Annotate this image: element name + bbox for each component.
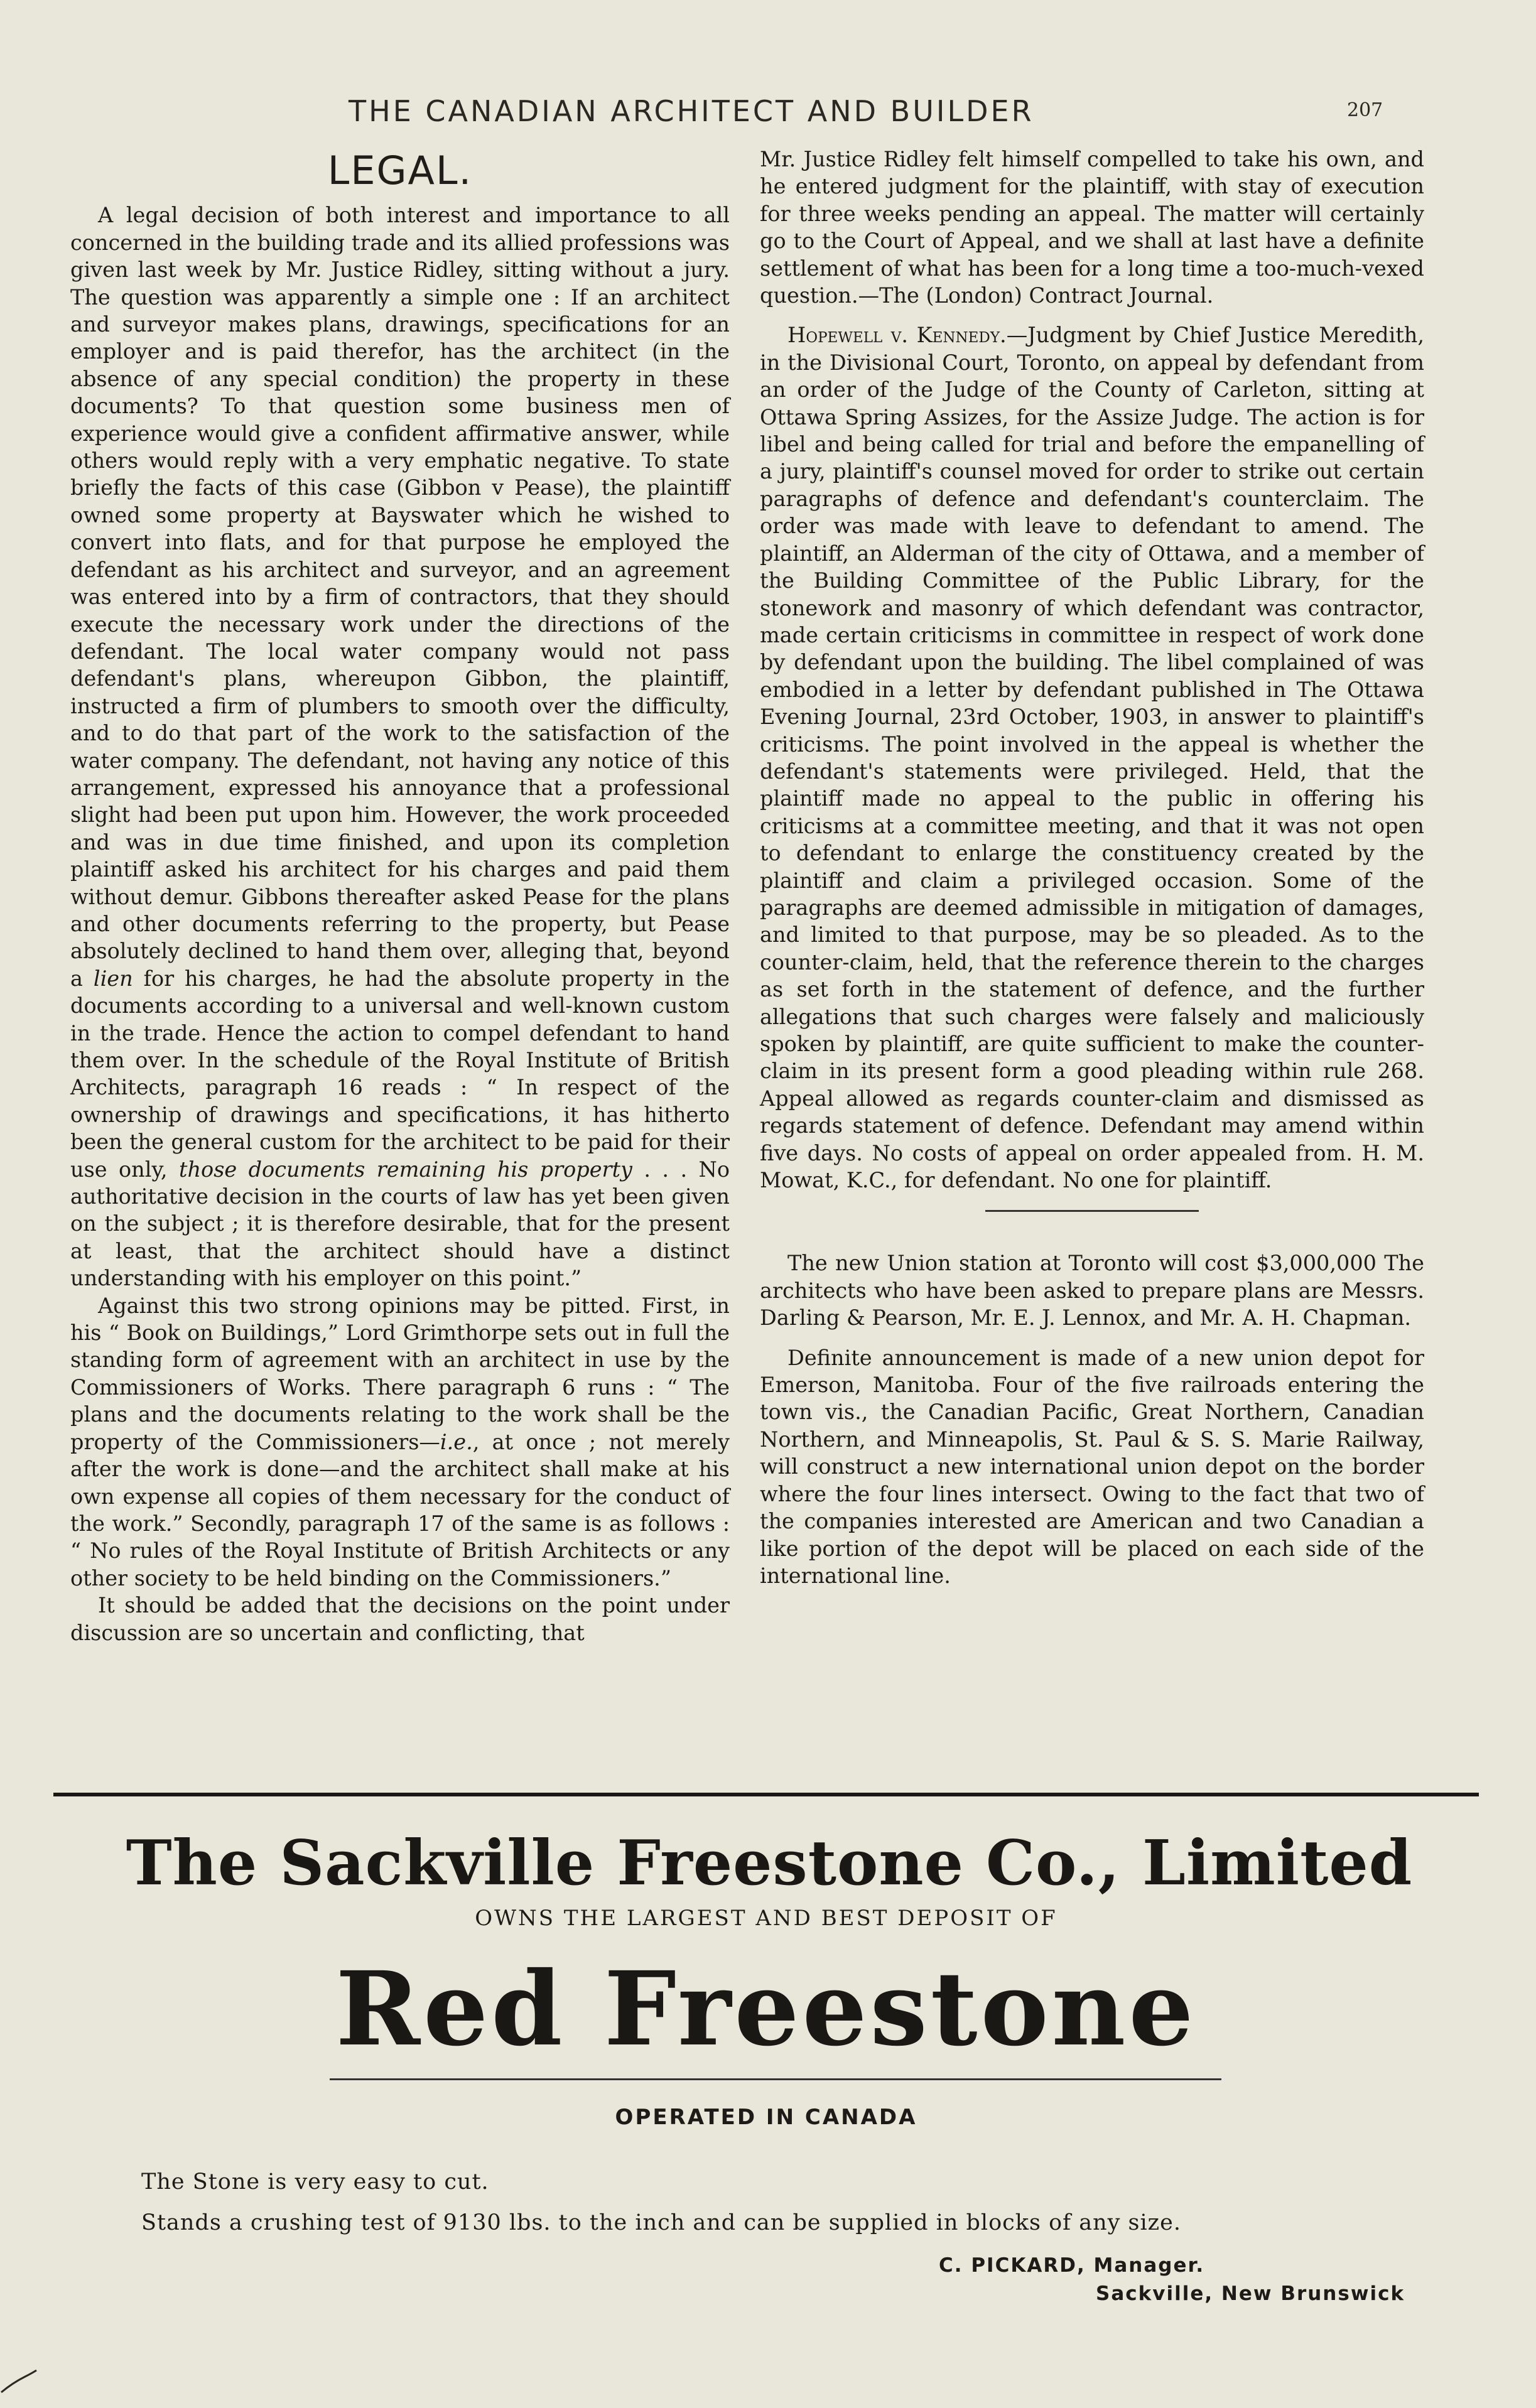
ad-feature-line: Stands a crushing test of 9130 lbs. to the inch and can be supplied in blocks of any size. <box>141 2210 1181 2235</box>
ad-manager: C. PICKARD, Manager. <box>939 2254 1205 2277</box>
paragraph-text: —Judgment by Chief Justice Meredith, in the Divisional Court, Toronto, on appeal by defendant from an order of the Judge of the County of Carleton, sitting at Ottawa Spring Assizes, for the Assize Judge. The action is for libel and being called for trial and before the empanelling of a jury, plaintiff's counsel moved for order to strike out certain paragraphs of defence and defendant's counterclaim. The order was made with leave to defendant to amend. The plaintiff, an Alderman of the city of Ottawa, and a member of the Building Committee of the Public Library, for the stonework and masonry of which defendant was contractor, made certain criticisms in committee in respect of work done by defendant upon the building. The libel complained of was embodied in a letter by defendant published in The Ottawa Evening Journal, 23rd October, 1903, in answer to plaintiff's criticisms. The point involved in the appeal is whether the defendant's statements were privileged. Held, that the plaintiff made no appeal to the public in offering his criticisms at a committee meeting, and that it was not open to defendant to enlarge the constituency created by the plaintiff and claim a privileged occasion. Some of the paragraphs are deemed admissible in mitigation of damages, and limited to that purpose, may be so pleaded. As to the counter-claim, held, that the reference therein to the charges as set forth in the statement of defence, and the further allegations that such charges were falsely and maliciously spoken by plaintiff, are quite sufficient to make the counter-claim in its present form a good pleading within rule 268. Appeal allowed as regards counter-claim and dismissed as regards statement of defence. Defendant may amend within five days. No costs of appeal on order appealed from. H. M. Mowat, K.C., for defendant. No one for plaintiff. <box>760 323 1425 1193</box>
article-paragraph: It should be added that the decisions on the point under discussion are so uncertain and conflicting, that <box>70 1593 730 1645</box>
italic-term: lien <box>93 966 133 991</box>
left-column <box>70 141 730 1646</box>
ad-divider <box>330 2078 1221 2080</box>
ad-subheading: OWNS THE LARGEST AND BEST DEPOSIT OF <box>475 1906 1057 1931</box>
paragraph-text: A legal decision of both interest and importance to all concerned in the building trade and its allied professions was given last week by Mr. Justice Ridley, sitting without a jury. The question was apparently a simple one : If an architect and surveyor makes plans, drawings, specifications for an employer and is paid therefor, has the architect (in the absence of any special condition) the property in these documents? To that question some business men of experience would give a confident affirmative answer, while others would reply with a very emphatic negative. To state briefly the facts of this case (Gibbon v Pease), the plaintiff owned some property at Bayswater which he wished to convert into flats, and for that purpose he employed the defendant as his architect and surveyor, and an agreement was entered into by a firm of contractors, that they should execute the necessary work under the directions of the defendant. The local water company would not pass defendant's plans, whereupon Gibbon, the plaintiff, instructed a firm of plumbers to smooth over the difficulty, and to do that part of the work to the satisfaction of the water company. The defendant, not having any notice of this arrangement, expressed his annoyance that a professional slight had been put upon him. However, the work proceeded and was in due time finished, and upon its completion plaintiff asked his architect for his charges and paid them without demur. Gibbons thereafter asked Pease for the plans and other documents referring to the property, but Pease absolutely declined to hand them over, alleging that, beyond a <box>70 203 730 991</box>
article-paragraph <box>70 202 730 1292</box>
italic-term: i.e. <box>440 1429 473 1454</box>
news-paragraph: Definite announcement is made of a new union depot for Emerson, Manitoba. Four of the five railroads entering the town vis., the Canadian Pacific, Great Northern, Canadian Northern, and Minneapolis, St. Paul & S. S. Marie Railway, will construct a new international union depot on the border where the four lines intersect. Owing to the fact that two of the companies interested are American and two Canadian a like portion of the depot will be placed on each side of the international line. <box>760 1345 1424 1588</box>
case-title: Hopewell v. Kennedy. <box>787 323 1007 348</box>
news-paragraph: The new Union station at Toronto will cost $3,000,000 The architects who have been asked to prepare plans are Messrs. Darling & Pearson, Mr. E. J. Lennox, and Mr. A. H. Chapman. <box>760 1251 1424 1331</box>
ad-operated-line: OPERATED IN CANADA <box>615 2105 917 2130</box>
italic-quote: those documents remaining his property <box>178 1157 632 1182</box>
right-column <box>760 146 1424 1589</box>
section-heading: LEGAL. <box>327 148 473 193</box>
pencil-mark-icon <box>0 2358 44 2395</box>
page-number: 207 <box>1347 99 1383 121</box>
case-paragraph <box>760 321 1424 1194</box>
section-divider <box>985 1210 1199 1212</box>
ad-company-name: The Sackville Freestone Co., Limited <box>126 1827 1413 1899</box>
paragraph-text: , at once ; not merely after the work is done—and the architect shall make at his own expense all copies of them necessary for the conduct of the work.” Secondly, paragraph 17 of the same is as follows : “ No rules of the Royal Institute of British Architects or any other society to be held binding on the Commissioners.” <box>70 1429 730 1590</box>
paragraph-text: Against this two strong opinions may be pitted. First, in his “ Book on Buildings,” Lord Grimthorpe sets out in full the standing form of agreement with an architect in use by the Commissioners of Works. There paragraph 6 runs : “ The plans and the documents relating to the work shall be the property of the Commissioners— <box>70 1293 730 1454</box>
ad-border-rule <box>53 1793 1479 1796</box>
running-title: THE CANADIAN ARCHITECT AND BUILDER <box>349 94 1034 128</box>
advertisement <box>53 1793 1479 2308</box>
page-header <box>0 94 1536 138</box>
article-paragraph: Mr. Justice Ridley felt himself compelled to take his own, and he entered judgment for the plaintiff, with stay of execution for three weeks pending an appeal. The matter will certainly go to the Court of Appeal, and we shall at last have a definite settlement of what has been for a long time a too-much-vexed question.—The (London) Contract Journal. <box>760 147 1424 308</box>
article-paragraph <box>70 1292 730 1592</box>
ad-feature-line: The Stone is very easy to cut. <box>141 2169 489 2195</box>
ad-product-name: Red Freestone <box>335 1950 1197 2069</box>
paragraph-text: . . . No authoritative decision in the courts of law has yet been given on the subject ; it is therefore desirable, that for the present at least, that the architect should have a distinct understanding with his employer on this point.” <box>70 1157 730 1291</box>
ad-address: Sackville, New Brunswick <box>1096 2282 1405 2305</box>
paragraph-text: for his charges, he had the absolute property in the documents according to a universal and well-known custom in the trade. Hence the action to compel defendant to hand them over. In the schedule of the Royal Institute of British Architects, paragraph 16 reads : “ In respect of the ownership of drawings and specifications, it has hitherto been the general custom for the architect to be paid for their use only, <box>70 966 730 1182</box>
